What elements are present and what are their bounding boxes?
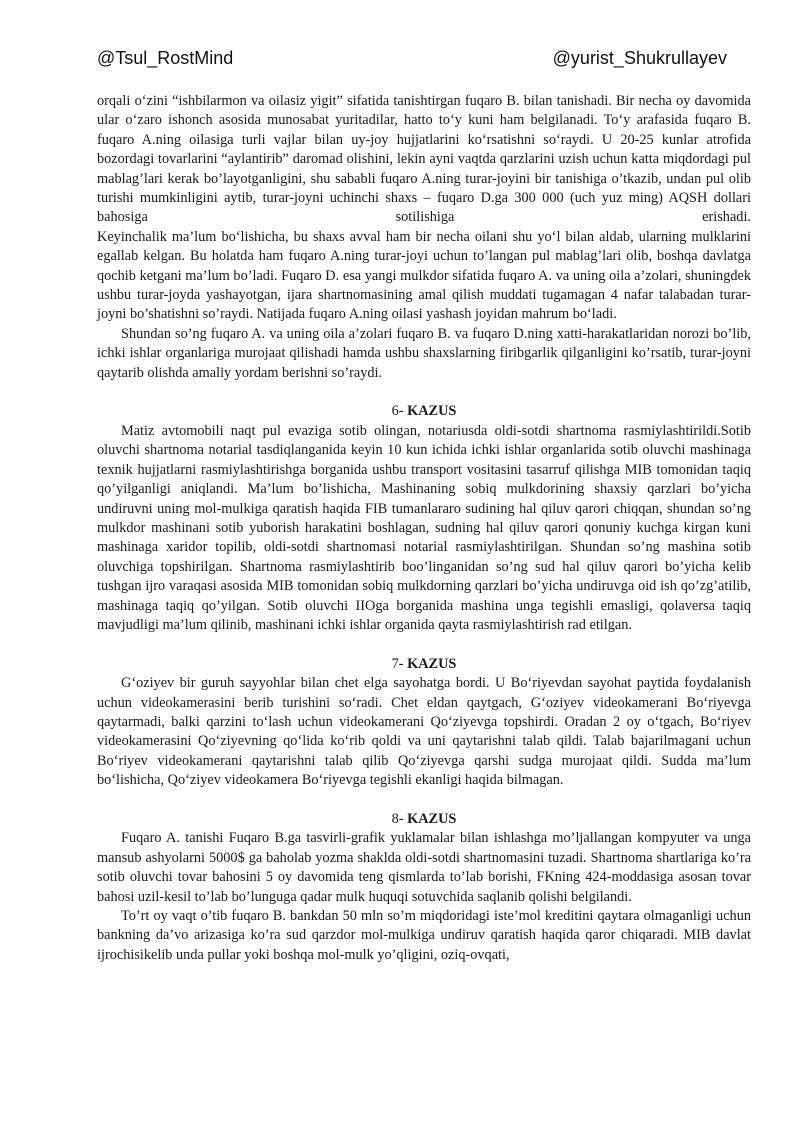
intro-paragraph-3: Shundan so’ng fuqaro A. va uning oila a’zolari fuqaro B. va fuqaro D.ning xatti-harakatlaridan norozi bo’lib, ichki ishlar organlariga murojaat qilishadi hamda ushbu shaxslarning firibgarlik qilganligini ko’rsatib, turar-joyni qaytarib olishda amaliy yordam berishni so’raydi. <box>97 325 751 381</box>
case-8-keyword: KAZUS <box>407 810 457 827</box>
intro-paragraph-2: Keyinchalik ma’lum bo‘lishicha, bu shaxs avval ham bir necha oilani shu yo‘l bilan aldab, ularning mulklarini egallab kelgan. Bu holatda ham fuqaro A.ning turar-joyi uchun to’langan pul mablag’lari olib, boshqa davlatga qochib ketgani ma’lum bo’ladi. Fuqaro D. esa yangi mulkdor sifatida fuqaro A. va uning oila a’zolari, shuningdek ushbu turar-joyda yashayotgan, ijara shartnomasining amal qilish muddati tugamagan 4 nafar talabadan turar-joyni bo’shatishni so’raydi. Natijada fuqaro A.ning oilasi yashash joyidan mahrum bo‘ladi. <box>97 228 751 323</box>
case-7-paragraph-1: G‘oziyev bir guruh sayyohlar bilan chet elga sayohatga bordi. U Bo‘riyevdan sayohat paytida foydalanish uchun videokamerasini berib turishini so‘radi. Chet eldan qaytgach, G‘oziyev videokamerani Bo‘riyevga qaytarmadi, balki qarzini to‘lash uchun videokamerani Qo‘ziyevga topshirdi. Oradan 2 oy o‘tgach, Bo‘riyev videokamerasini Qo‘ziyevning qo‘lida ko‘rib qoldi va uni qaytarishni talab qildi. Talab bajarilmagani uchun Bo‘riyev videokamerani qaytarishni talab qilib Qo‘ziyevga qarshi sudga murojaat qildi. Sudda ma’lum bo‘lishicha, Qo‘ziyev videokamera Bo‘riyevga tegishli ekanligi haqida bilmagan. <box>97 675 751 789</box>
document-body <box>97 92 751 965</box>
case-8-number: 8- <box>391 810 408 827</box>
spacer <box>97 635 751 654</box>
case-6-paragraph-1: Matiz avtomobili naqt pul evaziga sotib olingan, notariusda oldi-sotdi shartnoma rasmiylashtirildi.Sotib oluvchi shartnoma notarial tasdiqlanganida keyin 10 kun ichida ichki ishlar organlarida sotib oluvchi mashinaga texnik hujjatlarni rasmiylashtirishga borganida ushbu transport vositasini tasarruf qilishga MIB tomonidan taqiq qo’yilganligi aniqlandi. Ma’lum bo’lishicha, Mashinaning sobiq mulkdorining shaxsiy qarzlari bo’yicha undiruvni uning mol-mulkiga qaratish haqida FIB tumanlararo sudining hal qiluv qarori chiqqan, shundan so’ng mulkdor mashinani sotib yuborish harakatini boshlagan, sudning hal qiluv qarori qonuniy kuchga kirgan kuni mashinaga xaridor topilib, oldi-sotdi shartnomasi notarial rasmiylashtirilgan. Shundan so’ng mashina sotib oluvchiga topshirilgan. Shartnoma rasmiylashtirib boo’linganidan so’ng sud hal qiluv qarori bo’yicha kelib tushgan ijro varaqasi asosida MIB tomonidan sobiq mulkdorning qarzlari bo’yicha undiruvga oid ish qo’zg’atilib, mashinaga taqiq qo’yilgan. Sotib oluvchi IIOga borganida mashina unga tegishli emasligi, qolaversa taqiq mavjudligi ma’lum qilinib, mashinani ichki ishlar organida qayta rasmiylashtirish rad etilgan. <box>97 422 751 633</box>
case-8-heading <box>97 810 751 829</box>
header-right-handle: @yurist_Shukrullayev <box>552 48 727 68</box>
case-7-number: 7- <box>391 655 408 672</box>
spacer <box>97 791 751 810</box>
case-6-keyword: KAZUS <box>407 403 457 420</box>
case-8-paragraph-2: To’rt oy vaqt o’tib fuqaro B. bankdan 50 mln so’m miqdoridagi iste’mol kreditini qaytara olmaganligi uchun bankning da’vo arizasiga ko’ra sud qarzdor mol-mulkiga undiruv qaratish haqida qaror chiqaradi. MIB davlat ijrochisikelib unda pullar yoki boshqa mol-mulk yo’qligini, oziq-ovqati, <box>97 908 751 963</box>
case-6-number: 6- <box>391 403 408 420</box>
spacer <box>97 383 751 402</box>
intro-paragraph-1: orqali o‘zini “ishbilarmon va oilasiz yigit” sifatida tanishtirgan fuqaro B. bilan tanishadi. Bir necha oy davomida ular o‘zaro ishonch asosida munosabat yuritadilar, hatto to‘y kuni ham belgilanadi. To‘y arafasida fuqaro B. fuqaro A.ning oilasiga turli vajlar bilan uy-joy hujjatlarini ko‘rsatishni so‘raydi. U 20-25 kunlar atrofida bozordagi tovarlarini “aylantirib” daromad olishini, lekin ayni vaqtda qarzlarini uzish uchun katta miqdordagi pul mablag’lari kerak bo’layotganligini, shu sababli fuqaro A.ning turar-joyini bir tanishiga o’tkazib, undan pul olib turishi mumkinligini aytib, turar-joyni uchinchi shaxs – fuqaro D.ga 300 000 (uch yuz ming) AQSH dollari bahosiga sotilishiga erishadi. <box>97 93 751 226</box>
case-7-keyword: KAZUS <box>407 655 457 672</box>
case-7-heading <box>97 655 751 674</box>
header-left-handle: @Tsul_RostMind <box>97 48 234 68</box>
page-header <box>97 48 727 72</box>
case-6-heading <box>97 402 751 421</box>
case-8-paragraph-1: Fuqaro A. tanishi Fuqaro B.ga tasvirli-grafik yuklamalar bilan ishlashga mo’ljallangan kompyuter va unga mansub ashyolarni 5000$ ga baholab yozma shaklda oldi-sotdi shartnomasini tuzadi. Shartnoma shartlariga ko’ra sotib oluvchi tovar bahosini 5 oy davomida teng qismlarda to’lab borishi, FKning 424-moddasiga asosan tovar bahosi uzil-kesil to’lab bo’lunguga qadar mulk huquqi sotuvchida saqlanib qolishi belgilandi. <box>97 830 751 905</box>
